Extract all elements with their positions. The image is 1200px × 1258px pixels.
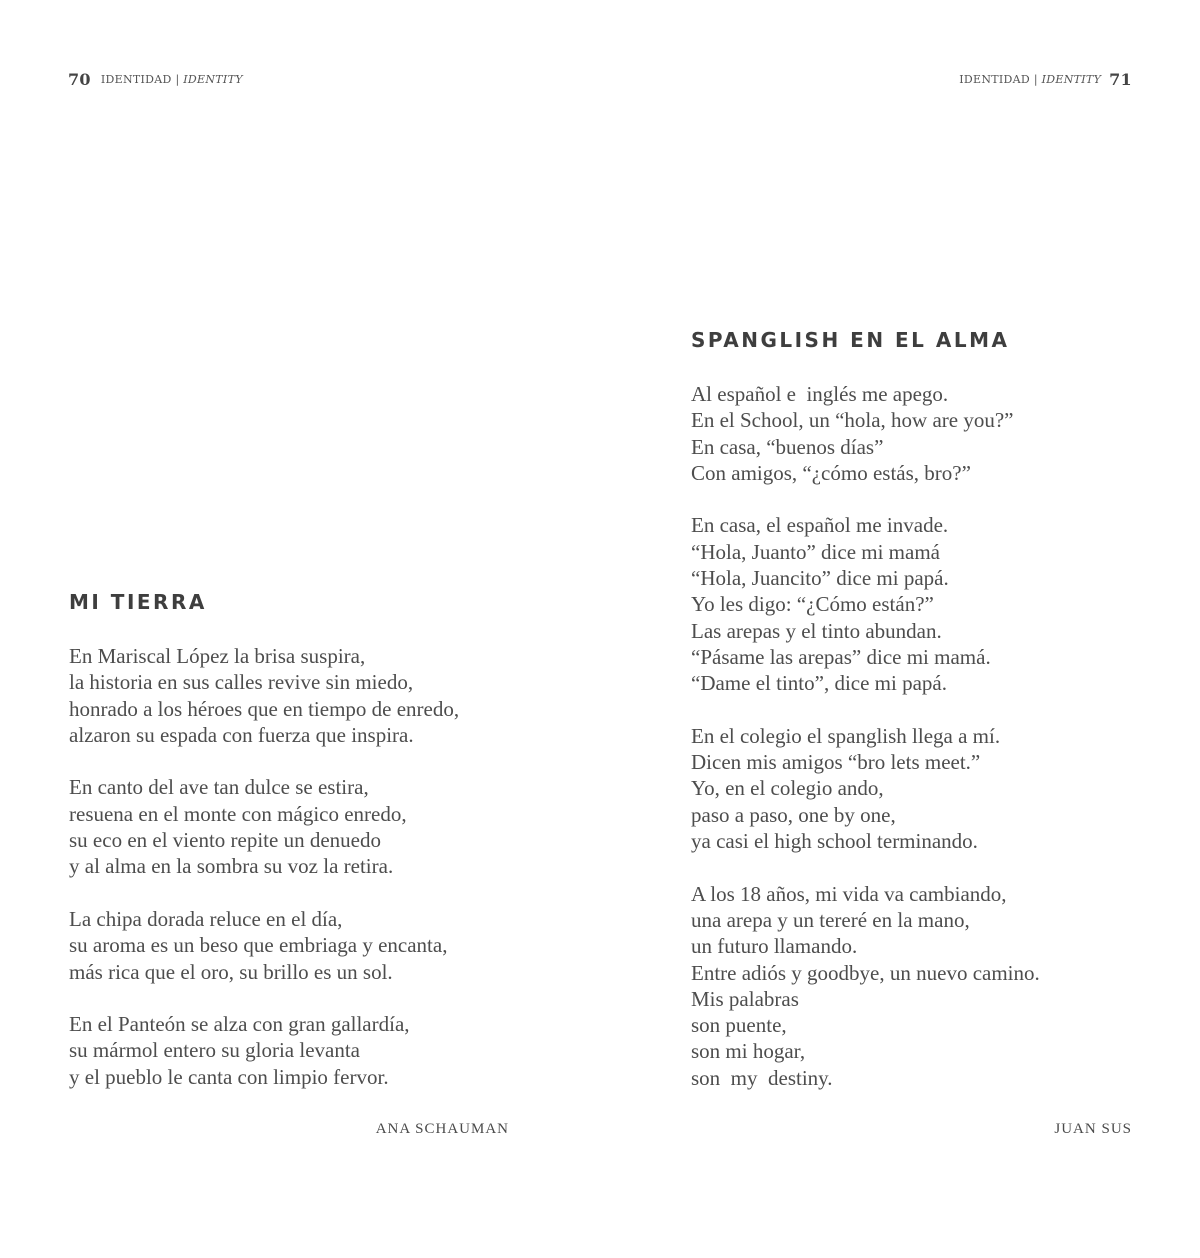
- stanza: [69, 1011, 459, 1090]
- poem-line: En el School, un “hola, how are you?”: [691, 408, 1014, 433]
- stanza: [691, 381, 1040, 486]
- poem-line: En el Panteón se alza con gran gallardía,: [69, 1012, 410, 1037]
- section-title-en: IDENTITY: [1041, 73, 1102, 86]
- poem-author: JUAN SUS: [1054, 1121, 1132, 1137]
- poem-line: Mis palabras: [691, 986, 799, 1011]
- poem-line: honrado a los héroes que en tiempo de enredo,: [69, 696, 460, 721]
- poem-line: Las arepas y el tinto abundan.: [691, 618, 942, 643]
- poem-line: A los 18 años, mi vida va cambiando,: [691, 881, 1007, 906]
- page-number: 71: [1109, 70, 1132, 89]
- poem-body: [691, 381, 1040, 1117]
- header-separator: |: [1033, 73, 1038, 86]
- poem-line: “Dame el tinto”, dice mi papá.: [691, 671, 947, 696]
- stanza: [691, 881, 1040, 1091]
- poem-line: paso a paso, one by one,: [691, 802, 896, 827]
- poem-line: “Hola, Juanto” dice mi mamá: [691, 539, 940, 564]
- stanza: [69, 643, 459, 748]
- poem-line: resuena en el monte con mágico enredo,: [69, 801, 407, 826]
- poem-line: su aroma es un beso que embriaga y encanta,: [69, 933, 448, 958]
- poem-line: y al alma en la sombra su voz la retira.: [69, 854, 394, 879]
- poem-line: su mármol entero su gloria levanta: [69, 1038, 360, 1063]
- header-separator: |: [175, 73, 180, 86]
- poem-line: En canto del ave tan dulce se estira,: [69, 775, 369, 800]
- stanza: [691, 512, 1040, 696]
- stanza: [69, 774, 459, 879]
- poem-line: más rica que el oro, su brillo es un sol.: [69, 959, 393, 984]
- section-title-en: IDENTITY: [183, 73, 243, 86]
- poem-line: son puente,: [691, 1013, 787, 1038]
- poem-line: son my destiny.: [691, 1065, 833, 1090]
- stanza: [69, 906, 459, 985]
- poem-line: Yo, en el colegio ando,: [691, 776, 884, 801]
- poem-body: [69, 643, 459, 1116]
- poem-line: La chipa dorada reluce en el día,: [69, 906, 343, 931]
- poem-line: En Mariscal López la brisa suspira,: [69, 644, 366, 668]
- poem-line: Entre adiós y goodbye, un nuevo camino.: [691, 960, 1040, 985]
- section-title-es: IDENTIDAD: [959, 73, 1031, 86]
- poem-line: Yo les digo: “¿Cómo están?”: [691, 592, 934, 617]
- poem-line: la historia en sus calles revive sin miedo,: [69, 670, 414, 695]
- poem-line: una arepa y un tereré en la mano,: [691, 907, 970, 932]
- poem-line: “Pásame las arepas” dice mi mamá.: [691, 644, 991, 669]
- poem-line: Dicen mis amigos “bro lets meet.”: [691, 750, 981, 775]
- poem-line: son mi hogar,: [691, 1039, 806, 1064]
- section-title-es: IDENTIDAD: [100, 73, 172, 86]
- page-number: 70: [68, 70, 91, 89]
- poem-line: su eco en el viento repite un denuedo: [69, 828, 381, 853]
- poem-line: En el colegio el spanglish llega a mí.: [691, 723, 1001, 748]
- poem-line: y el pueblo le canta con limpio fervor.: [69, 1064, 389, 1089]
- poem-title: SPANGLISH EN EL ALMA: [691, 328, 1010, 352]
- right-page: [600, 0, 1200, 1258]
- poem-author: ANA SCHAUMAN: [375, 1121, 509, 1137]
- poem-line: “Hola, Juancito” dice mi papá.: [691, 566, 949, 591]
- stanza: [691, 723, 1040, 854]
- poem-line: En casa, el español me invade.: [691, 513, 949, 538]
- poem-line: Con amigos, “¿cómo estás, bro?”: [691, 460, 971, 485]
- running-header: [959, 70, 1132, 89]
- poem-line: Al español e inglés me apego.: [691, 382, 949, 406]
- poem-line: alzaron su espada con fuerza que inspira.: [69, 722, 414, 747]
- poem-line: En casa, “buenos días”: [691, 434, 884, 459]
- poem-line: ya casi el high school terminando.: [691, 829, 978, 854]
- running-header: [68, 70, 243, 89]
- poem-title: MI TIERRA: [69, 590, 207, 614]
- poem-line: un futuro llamando.: [691, 934, 858, 959]
